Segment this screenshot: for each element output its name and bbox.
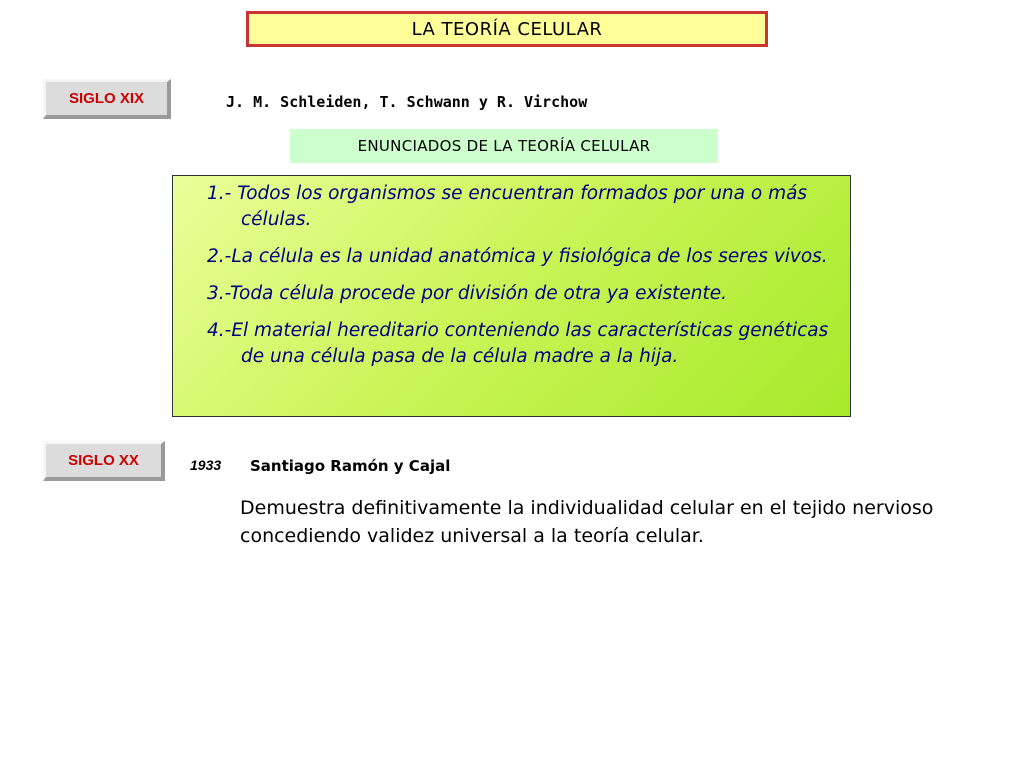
person-name: Santiago Ramón y Cajal [250,457,451,475]
statements-heading: ENUNCIADOS DE LA TEORÍA CELULAR [290,129,718,163]
page-title: LA TEORÍA CELULAR [246,11,768,47]
description-text: Demuestra definitivamente la individualidad celular en el tejido nervioso concediendo validez universal a la teoría celular. [240,497,934,547]
siglo-xix-button[interactable]: SIGLO XIX [43,79,171,119]
statement-1: 1.- Todos los organismos se encuentran formados por una o más células. [207,183,808,230]
authors-text: J. M. Schleiden, T. Schwann y R. Virchow [226,93,588,111]
statements-box [172,175,851,417]
siglo-xx-button[interactable]: SIGLO XX [43,441,165,481]
year-label: 1933 [190,457,222,473]
statement-2: 2.-La célula es la unidad anatómica y fisiológica de los seres vivos. [207,246,828,267]
statement-3: 3.-Toda célula procede por división de otra ya existente. [207,283,728,304]
statement-4: 4.-El material hereditario conteniendo las características genéticas de una célula pasa de la célula madre a la hija. [207,320,829,367]
